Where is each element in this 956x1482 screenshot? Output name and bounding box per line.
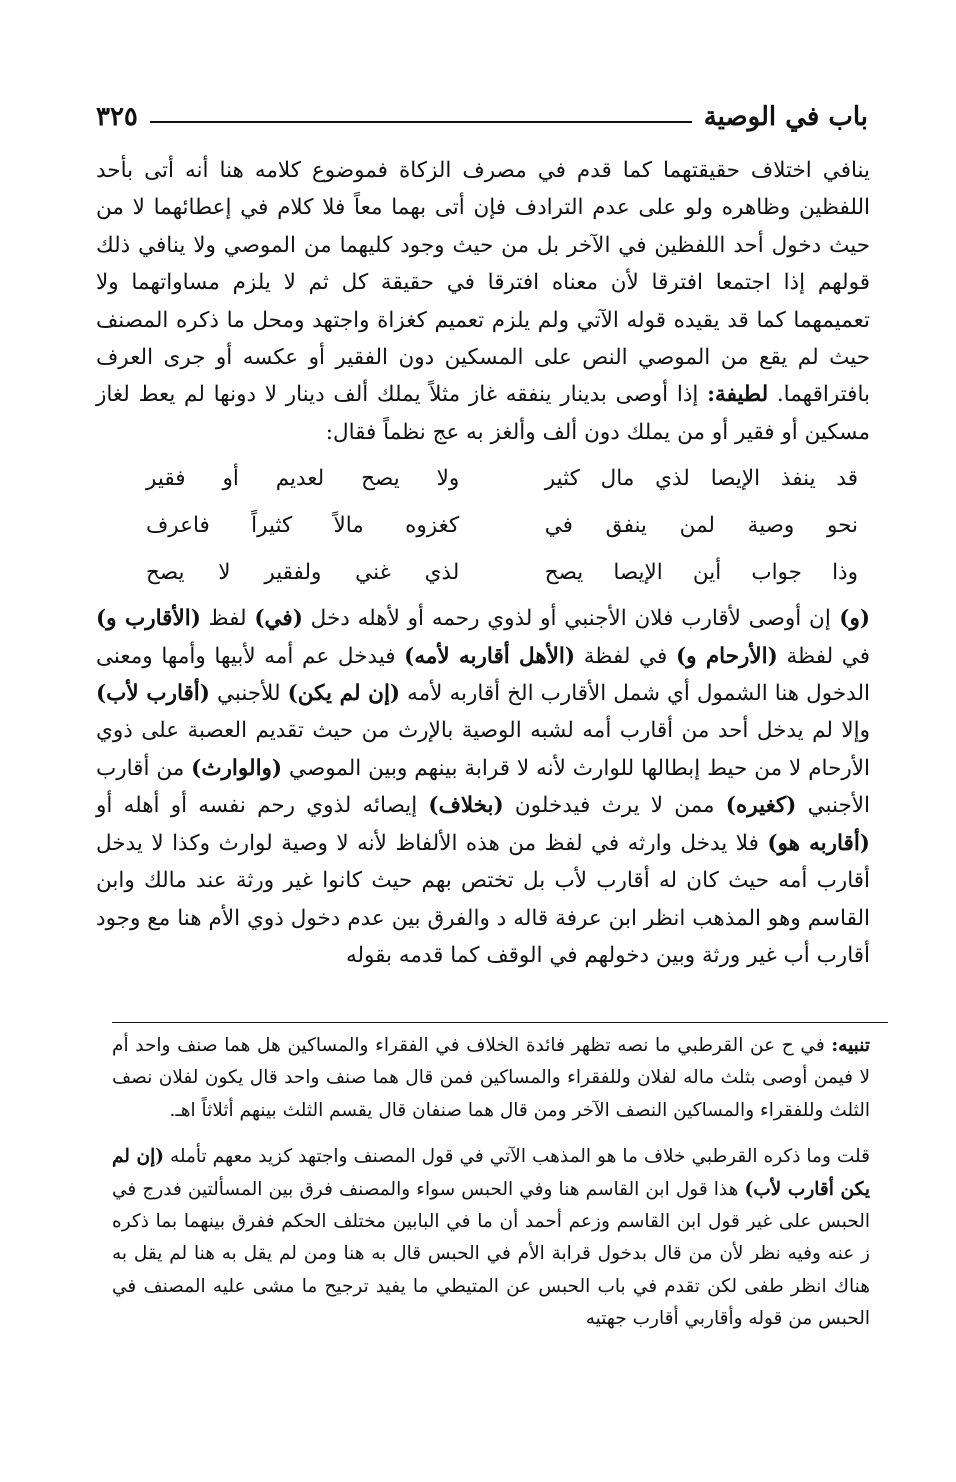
- commentary-text: فيدخل عم أمه لأبيها وأمها ومعنى الدخول هنا الشمول أي شمل الأقارب الخ أقاربه لأمه: [96, 643, 870, 707]
- matn-quote: (أقاربه هو): [767, 830, 870, 856]
- matn-quote: (بخلاف): [428, 793, 504, 819]
- matn-quote: (والوارث): [191, 755, 283, 781]
- commentary-text: فلا يدخل وارثه في لفظ من هذه الألفاظ لأنه لا وصية لوارث وكذا لا يدخل أقارب أمه حيث كان له أقارب لأب بل تختص بهم حيث كانوا غير ورثة عند مالك وابن القاسم وهو المذهب انظر ابن عرفة قاله د والفرق بين عدم دخول ذوي الأم هنا مع وجود أقارب أب غير ورثة وبين دخولهم في الوقف كما قدمه بقوله: [96, 830, 870, 968]
- footnote-separator: [112, 1022, 888, 1023]
- paragraph-2-text: إذا أوصى بدينار ينفقه غاز مثلاً يملك ألف دينار لا دونها لم يعط لغاز مسكين أو فقير أو من يملك دون ألف وألغز به عج نظماً فقال:: [96, 382, 870, 445]
- paragraph-1: [96, 152, 870, 451]
- poem-line: [96, 549, 870, 596]
- commentary-text: في لفظة: [777, 643, 871, 669]
- matn-quote: (الأقارب و): [96, 606, 201, 632]
- chapter-title: باب في الوصية: [703, 102, 868, 132]
- footnote-2-text-b: هذا قول ابن القاسم هنا وفي الحبس سواء والمصنف فرق بين المسألتين فدرج في الحبس على غير قول ابن القاسم وزعم أحمد أن ما في البابين مختلف الحكم ففرق بينهما بما ذكره ز عنه وفيه نظر لأن من قال بدخول قرابة الأم في الحبس قال به هنا ومن لم يقل به هنا لم يقل به هناك انظر طفى لكن تقدم في باب الحبس عن المتيطي ما يفيد ترجيح ما مشى عليه المصنف في الحبس من قوله وأقاربي أقارب جهتيه: [112, 1178, 870, 1330]
- poem-hemistich-right: قد ينفذ الإيصا لذي مال كثير: [544, 466, 858, 492]
- poem-hemistich-right: نحو وصية لمن ينفق في: [544, 513, 858, 539]
- matn-quote: (في): [254, 606, 303, 632]
- poem: [96, 455, 870, 596]
- header-rule: [150, 121, 692, 123]
- running-header: [96, 92, 868, 132]
- matn-quote: (الأهل أقاربه لأمه): [404, 643, 576, 669]
- commentary-text: إن أوصى لأقارب فلان الأجنبي أو لذوي رحمه أو لأهله دخل: [302, 606, 831, 632]
- matn-quote: (أقارب لأب): [96, 681, 210, 707]
- main-text: [96, 152, 870, 974]
- commentary-text: من أقارب الأجنبي: [96, 755, 870, 819]
- latifa-label: لطيفة:: [707, 382, 769, 408]
- commentary-text: في لفظة: [575, 643, 676, 669]
- matn-quote: (إن لم يكن): [287, 681, 401, 707]
- footnote-2: [112, 1141, 870, 1335]
- poem-line: [96, 455, 870, 502]
- footnote-1-label: تنبيه:: [831, 1035, 870, 1056]
- footnote-1: [112, 1030, 870, 1127]
- page-number: ٣٢٥: [96, 102, 138, 132]
- commentary-text: للأجنبي: [209, 681, 288, 707]
- paragraph-1-text: ينافي اختلاف حقيقتهما كما قدم في مصرف الزكاة فموضوع كلامه هنا أنه أتى بأحد اللفظين وظاهره ولو على عدم الترادف فإن أتى بهما معاً فلا كلام في إعطائهما لا من حيث دخول أحد اللفظين في الآخر بل من حيث وجود كليهما من الموصي ولا ينافي ذلك قولهم إذا اجتمعا افترقا لأن معناه افترقا في حقيقة كل ثم لا يلزم مساواتهما ولا تعميمهما كما قد يقيده قوله الآتي ولم يلزم تعميم كغزاة واجتهد ومحل ما ذكره المصنف حيث لم يقع من الموصي النص على المسكين دون الفقير أو عكسه أو جرى العرف بافتراقهما.: [96, 158, 870, 408]
- commentary-text: وإلا لم يدخل أحد من أقارب أمه لشبه الوصية بالإرث من حيث تقديم العصبة على ذوي الأرحام لا من حيط إبطالها للوارث لأنه لا قرابة بينهم وبين الموصي: [96, 718, 870, 781]
- commentary-text: لفظ: [200, 606, 255, 632]
- poem-hemistich-left: لذي غني ولفقير لا يصح: [146, 560, 460, 586]
- poem-hemistich-left: ولا يصح لعديم أو فقير: [146, 466, 460, 492]
- matn-quote: (الأرحام و): [675, 643, 778, 669]
- footnote-2-text-a: قلت وما ذكره القرطبي خلاف ما هو المذهب الآتي في قول المصنف واجتهد كزيد معهم تأمله: [169, 1146, 871, 1168]
- commentary-text: ممن لا يرث فيدخلون: [503, 793, 726, 819]
- footnote-1-text: في ح عن القرطبي ما نصه تظهر فائدة الخلاف في الفقراء والمساكين هل هما صنف واحد أم لا فيمن أوصى بثلث ماله لفلان وللفقراء والمساكين فمن قال هما صنف واحد قال يكون لفلان نصف الثلث وللفقراء والمساكين النصف الآخر ومن قال هما صنفان قال يقسم الثلث بينهم أثلاثاً اهـ.: [112, 1035, 870, 1121]
- matn-quote: (و): [830, 606, 870, 632]
- commentary-text: إيصائه لذوي رحم نفسه أو أهله أو: [96, 793, 429, 819]
- footnotes: [112, 1030, 870, 1336]
- poem-hemistich-left: كغزوه مالاً كثيراً فاعرف: [146, 513, 460, 539]
- poem-hemistich-right: وذا جواب أين الإيصا يصح: [544, 560, 858, 586]
- matn-quote: (كغيره): [725, 793, 797, 819]
- poem-line: [96, 502, 870, 549]
- paragraph-3: [96, 600, 870, 974]
- footnote-2-quote: (إن لم يكن أقارب لأب): [112, 1146, 870, 1200]
